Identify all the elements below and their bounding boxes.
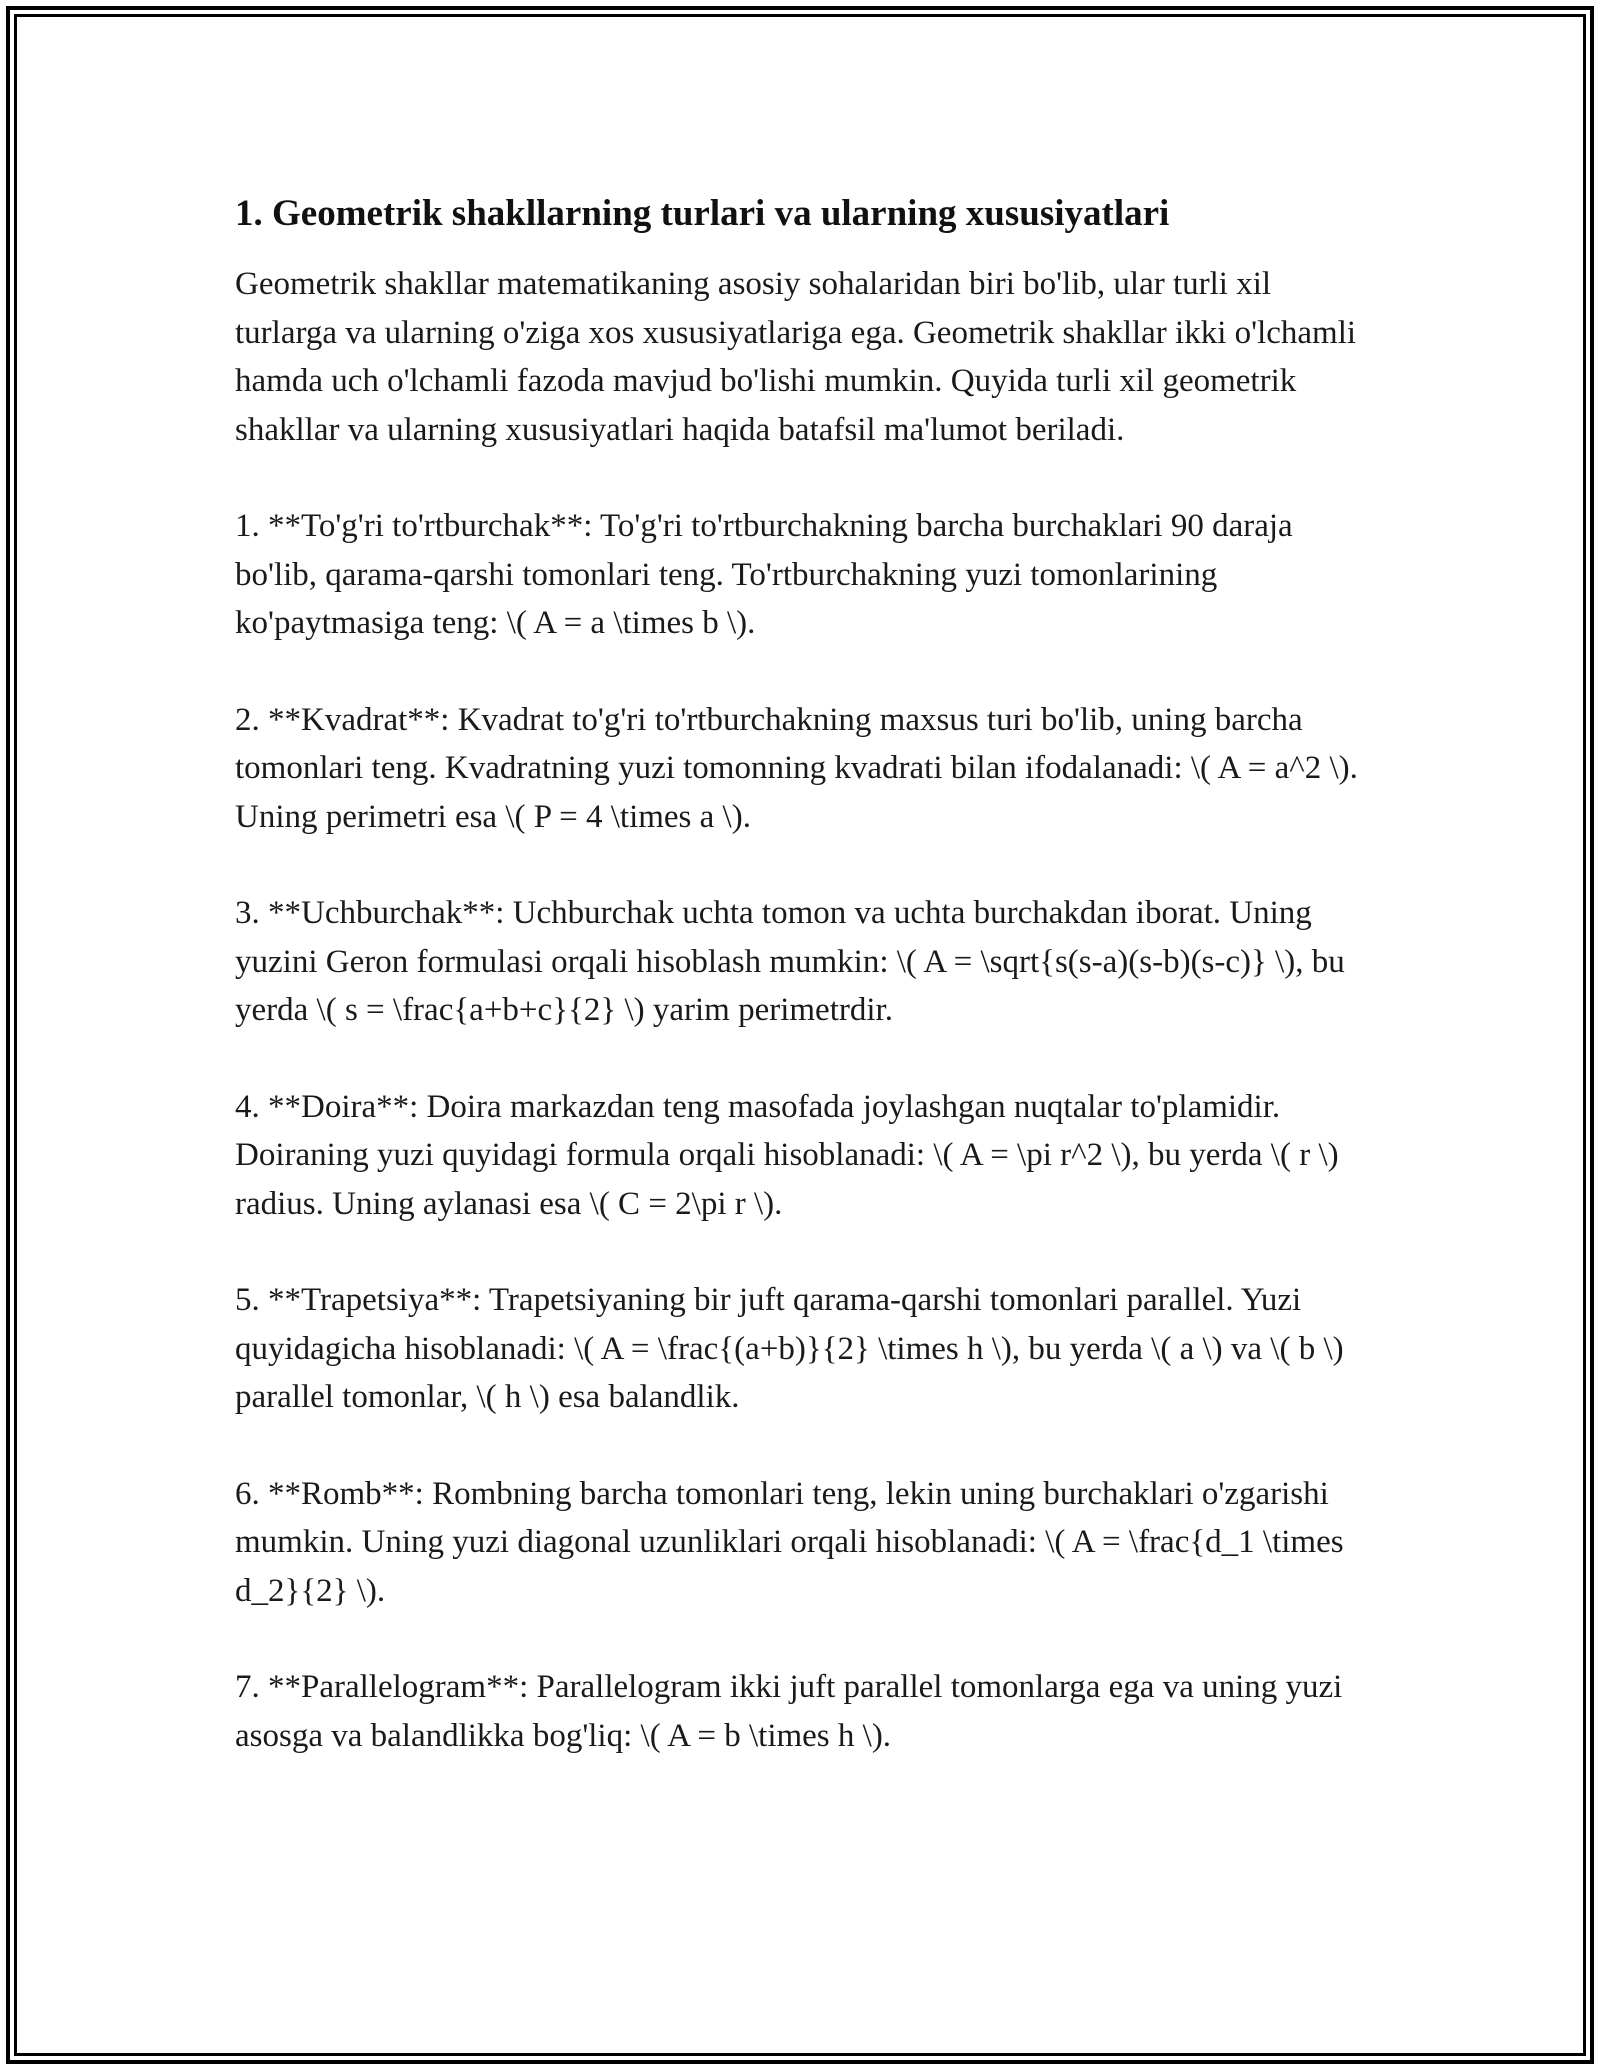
list-item-rectangle: 1. **To'g'ri to'rtburchak**: To'g'ri to'rtburchakning barcha burchaklari 90 daraja bo'lib, qarama-qarshi tomonlari teng. To'rtburchakning yuzi tomonlarining ko'paytmasiga teng: \( A = a \times b \). [235, 508, 1293, 641]
list-item-parallelogram: 7. **Parallelogram**: Parallelogram ikki juft parallel tomonlarga ega va uning yuzi asosga va balandlikka bog'liq: \( A = b \times h \). [235, 1669, 1343, 1754]
list-item-circle: 4. **Doira**: Doira markazdan teng masofada joylashgan nuqtalar to'plamidir. Doiraning yuzi quyidagi formula orqali hisoblanadi: \( A = \pi r^2 \), bu yerda \( r \) radius. Uning aylanasi esa \( C = 2\pi r \). [235, 1088, 1339, 1222]
list-item-rhombus: 6. **Romb**: Rombning barcha tomonlari teng, lekin uning burchaklari o'zgarishi mumkin. Uning yuzi diagonal uzunliklari orqali hisoblanadi: \( A = \frac{d_1 \times d_2}{2} \). [235, 1475, 1344, 1609]
list-item-trapezoid: 5. **Trapetsiya**: Trapetsiyaning bir juft qarama-qarshi tomonlari parallel. Yuzi quyidagicha hisoblanadi: \( A = \frac{(a+b)}{2} \times h \), bu yerda \( a \) va \( b \) parallel tomonlar, \( h \) esa balandlik. [235, 1282, 1344, 1415]
document-title: 1. Geometrik shakllarning turlari va ularning xususiyatlari [235, 193, 1170, 234]
document-body [235, 188, 1370, 1808]
list-item-triangle: 3. **Uchburchak**: Uchburchak uchta tomon va uchta burchakdan iborat. Uning yuzini Geron formulasi orqali hisoblash mumkin: \( A = \sqrt{s(s-a)(s-b)(s-c)} \), bu yerda \( s = \frac{a+b+c}{2} \) yarim perimetrdir. [235, 895, 1345, 1028]
intro-paragraph: Geometrik shakllar matematikaning asosiy sohalaridan biri bo'lib, ular turli xil turlarga va ularning o'ziga xos xususiyatlariga ega. Geometrik shakllar ikki o'lchamli hamda uch o'lchamli fazoda mavjud bo'lishi mumkin. Quyida turli xil geometrik shakllar va ularning xususiyatlari haqida batafsil ma'lumot beriladi. [235, 266, 1357, 448]
list-item-square: 2. **Kvadrat**: Kvadrat to'g'ri to'rtburchakning maxsus turi bo'lib, uning barcha tomonlari teng. Kvadratning yuzi tomonning kvadrati bilan ifodalanadi: \( A = a^2 \). Uning perimetri esa \( P = 4 \times a \). [235, 701, 1358, 835]
